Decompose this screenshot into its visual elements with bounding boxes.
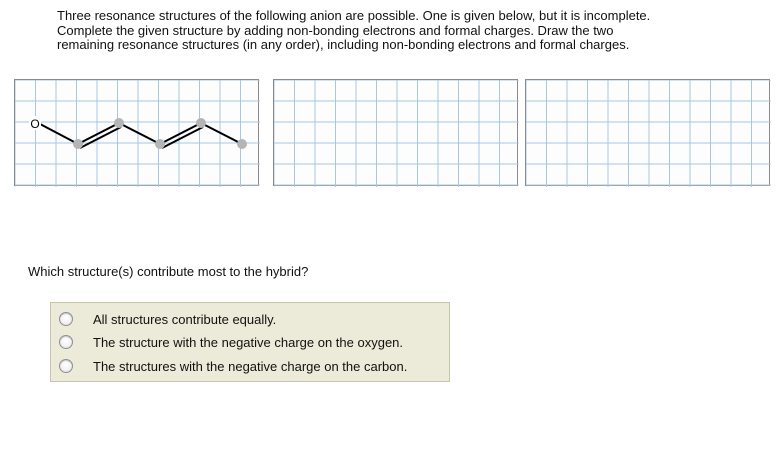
choice-label: The structures with the negative charge on the carbon. [93, 358, 408, 374]
choice-label: All structures contribute equally. [93, 311, 277, 327]
radio-button[interactable] [59, 359, 73, 373]
instructions-line-2: Complete the given structure by adding non-bonding electrons and formal charges. Draw the two [57, 22, 614, 38]
bond-c4-c5 [201, 123, 242, 144]
carbon-atom-node[interactable] [155, 139, 165, 149]
bond-c2-c3 [119, 123, 160, 144]
carbon-atom-node[interactable] [114, 118, 124, 128]
carbon-atom-node[interactable] [196, 118, 206, 128]
carbon-atom-node[interactable] [73, 139, 83, 149]
instructions-line-1: Three resonance structures of the following anion are possible. One is given below, but it is incomplete. [57, 8, 651, 23]
drawing-canvas-structure-3[interactable] [525, 79, 770, 186]
given-structure-drawing [15, 80, 260, 187]
carbon-atom-node[interactable] [237, 139, 247, 149]
double-bond-c1-c2 [78, 123, 119, 144]
question-text: Which structure(s) contribute most to the hybrid? [28, 264, 309, 279]
radio-button[interactable] [59, 335, 73, 349]
choice-all-equal[interactable] [59, 309, 276, 329]
canvas-grid [274, 80, 519, 187]
drawing-canvas-given-structure[interactable] [14, 79, 259, 186]
canvas-grid [526, 80, 771, 187]
choice-negative-on-carbon[interactable] [59, 356, 407, 376]
blank-drawing-area [274, 80, 519, 187]
choice-label: The structure with the negative charge on the oxygen. [93, 334, 404, 350]
blank-drawing-area [526, 80, 771, 187]
oxygen-atom-label[interactable]: O [30, 117, 40, 131]
instructions-text [57, 9, 757, 53]
answer-choices-box [50, 302, 450, 382]
bond-o-c1 [40, 124, 78, 144]
instructions-line-3: remaining resonance structures (in any order), including non-bonding electrons and formal charges. [57, 37, 630, 52]
drawing-canvas-structure-2[interactable] [273, 79, 518, 186]
double-bond-c3-c4 [160, 123, 201, 144]
choice-negative-on-oxygen[interactable] [59, 332, 403, 352]
radio-button[interactable] [59, 312, 73, 326]
